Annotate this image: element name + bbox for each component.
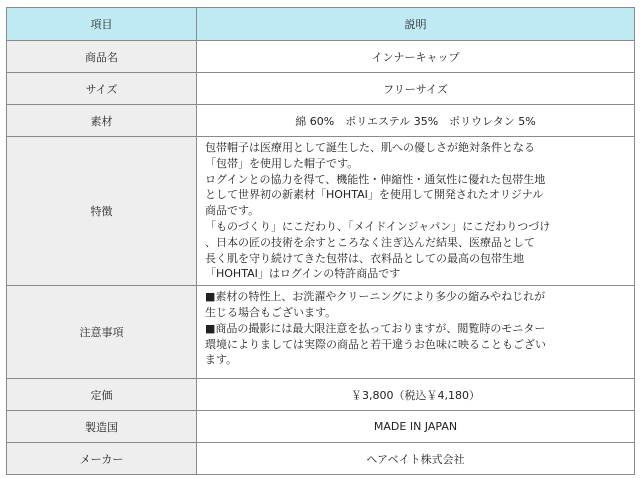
product-name-label: 商品名	[7, 41, 197, 73]
size-label: サイズ	[7, 73, 197, 105]
feature-line: 商品です。	[205, 204, 260, 218]
feature-line: 包帯帽子は医療用として誕生した、肌への優しさが絶対条件となる	[205, 141, 535, 154]
maker-label: メーカー	[7, 443, 197, 475]
header-description: 説明	[197, 8, 635, 41]
product-name-value: インナーキャップ	[197, 41, 635, 73]
row-size	[7, 73, 635, 105]
country-value: MADE IN JAPAN	[197, 411, 635, 443]
row-notice	[7, 286, 635, 379]
feature-line: 長く肌を守り続けてきた包帯は、衣料品としての最高の包帯生地	[205, 251, 524, 265]
material-label: 素材	[7, 105, 197, 137]
material-value: 綿 60% ポリエステル 35% ポリウレタン 5%	[197, 105, 635, 137]
notice-value	[197, 286, 635, 379]
row-price	[7, 379, 635, 411]
maker-value: ヘアベイト株式会社	[197, 443, 635, 475]
table-header-row	[7, 8, 635, 41]
feature-line: として世界初の新素材「HOHTAI」を使用して開発されたオリジナル	[205, 188, 544, 202]
row-maker	[7, 443, 635, 475]
feature-value	[197, 137, 635, 286]
notice-line: ■商品の撮影には最大限注意を払っておりますが、閲覧時のモニター	[205, 321, 546, 335]
row-feature	[7, 137, 635, 286]
size-value: フリーサイズ	[197, 73, 635, 105]
row-material	[7, 105, 635, 137]
notice-line: 生じる場合もございます。	[205, 305, 337, 319]
country-label: 製造国	[7, 411, 197, 443]
notice-item	[205, 289, 630, 321]
feature-line: 「ものづくり」にこだわり、「メイドインジャパン」にこだわりつづけ	[205, 219, 551, 233]
notice-line: ます。	[205, 353, 238, 367]
price-label: 定価	[7, 379, 197, 411]
notice-line: ■素材の特性上、お洗濯やクリーニングにより多少の縮みやねじれが	[205, 290, 546, 304]
feature-line: ログインとの協力を得て、機能性・伸縮性・通気性に優れた包帯生地	[205, 172, 546, 186]
feature-line: 「HOHTAI」はログインの特許商品です	[205, 267, 401, 281]
header-item: 項目	[7, 8, 197, 41]
feature-line: 、日本の匠の技術を余すところなく注ぎ込んだ結果、医療品として	[205, 235, 535, 249]
feature-line: 「包帯」を使用した帽子です。	[205, 156, 359, 170]
notice-line: 環境によりましては実際の商品と若干違うお色味に映ることもござい	[205, 337, 546, 351]
feature-label: 特徴	[7, 137, 197, 286]
price-value: ￥3,800（税込￥4,180）	[197, 379, 635, 411]
notice-label: 注意事項	[7, 286, 197, 379]
row-product-name	[7, 41, 635, 73]
notice-item	[205, 321, 630, 368]
product-spec-table	[6, 7, 635, 475]
row-country	[7, 411, 635, 443]
